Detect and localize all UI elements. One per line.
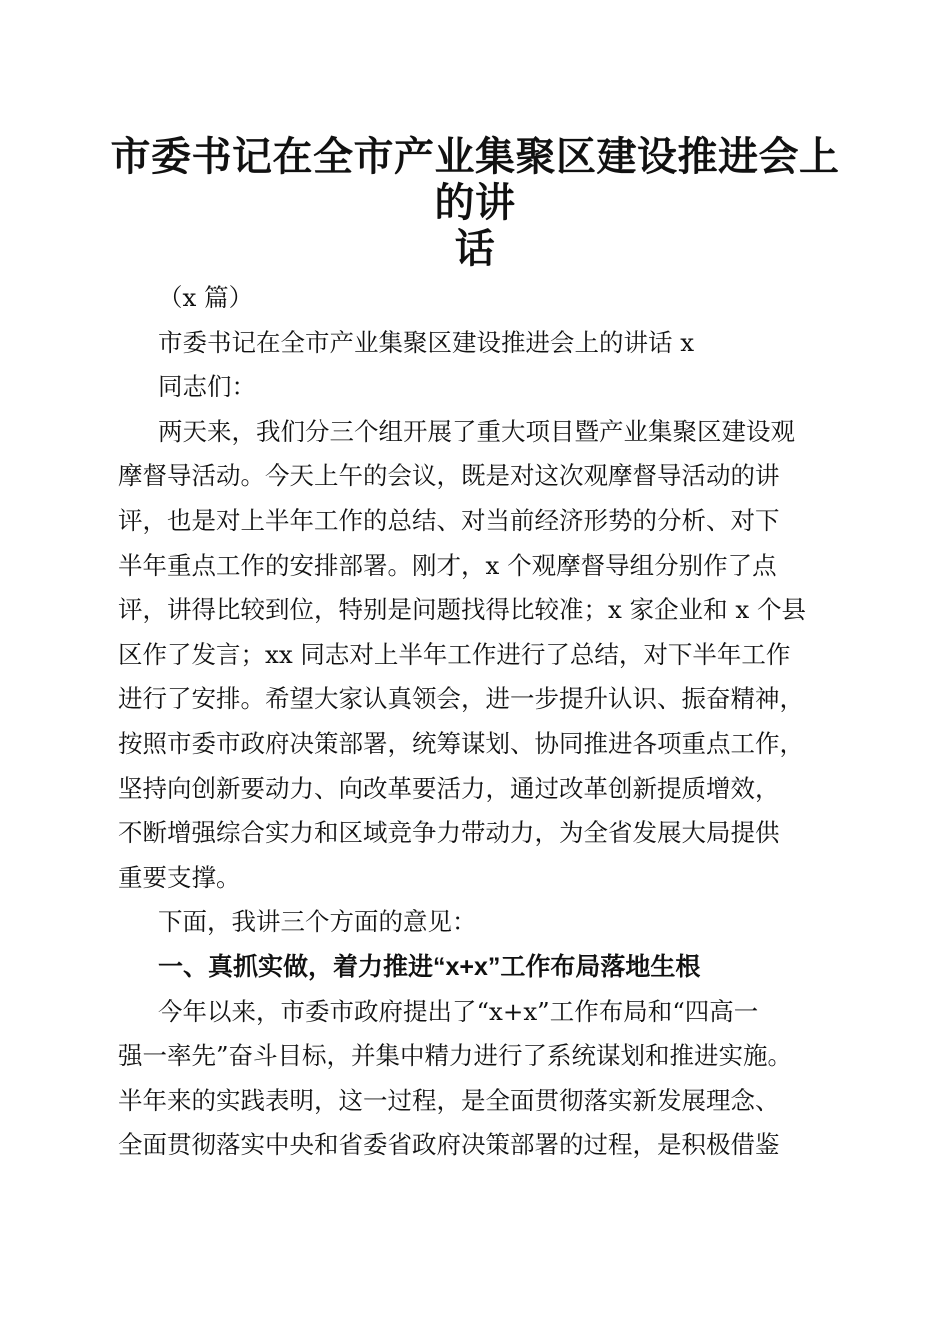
document-title: [100, 134, 850, 272]
text-line: 进行了安排。希望大家认真领会，进一步提升认识、振奋精神，: [118, 684, 804, 714]
text-line: 强一率先”奋斗目标，并集中精力进行了系统谋划和推进实施。: [118, 1041, 793, 1071]
text-line: 评，讲得比较到位，特别是问题找得比较准；x 家企业和 x 个县: [118, 595, 806, 625]
title-line-2: 话: [454, 225, 496, 272]
text-line: 今年以来，市委市政府提出了“x+x”工作布局和“四高一: [158, 996, 759, 1026]
document-body: [118, 276, 838, 1168]
text-line: 坚持向创新要动力、向改革要活力，通过改革创新提质增效，: [118, 773, 780, 803]
text-line: 不断增强综合实力和区域竞争力带动力，为全省发展大局提供: [118, 818, 780, 848]
text-line: 全面贯彻落实中央和省委省政府决策部署的过程，是积极借鉴: [118, 1130, 780, 1160]
text-line: 按照市委市政府决策部署，统筹谋划、协同推进各项重点工作，: [118, 728, 804, 758]
text-line: 评，也是对上半年工作的总结、对当前经济形势的分析、对下: [118, 505, 780, 535]
text-line: 区作了发言；xx 同志对上半年工作进行了总结，对下半年工作: [118, 639, 791, 669]
text-line: 重要支撑。: [118, 862, 241, 892]
text-line: 半年重点工作的安排部署。刚才，x 个观摩督导组分别作了点: [118, 550, 777, 580]
text-line: （x 篇）: [158, 283, 254, 312]
section-heading: 一、真抓实做，着力推进“x+x”工作布局落地生根: [158, 952, 701, 981]
text-line: 同志们：: [158, 372, 256, 402]
text-line: 摩督导活动。今天上午的会议，既是对这次观摩督导活动的讲: [118, 461, 780, 491]
text-line: 市委书记在全市产业集聚区建设推进会上的讲话 x: [158, 327, 695, 357]
text-line: 下面，我讲三个方面的意见：: [158, 907, 477, 937]
text-line: 两天来，我们分三个组开展了重大项目暨产业集聚区建设观: [158, 416, 795, 446]
title-line-1: 市委书记在全市产业集聚区建设推进会上的讲: [110, 133, 840, 226]
text-line: 半年来的实践表明，这一过程，是全面贯彻落实新发展理念、: [118, 1085, 780, 1115]
